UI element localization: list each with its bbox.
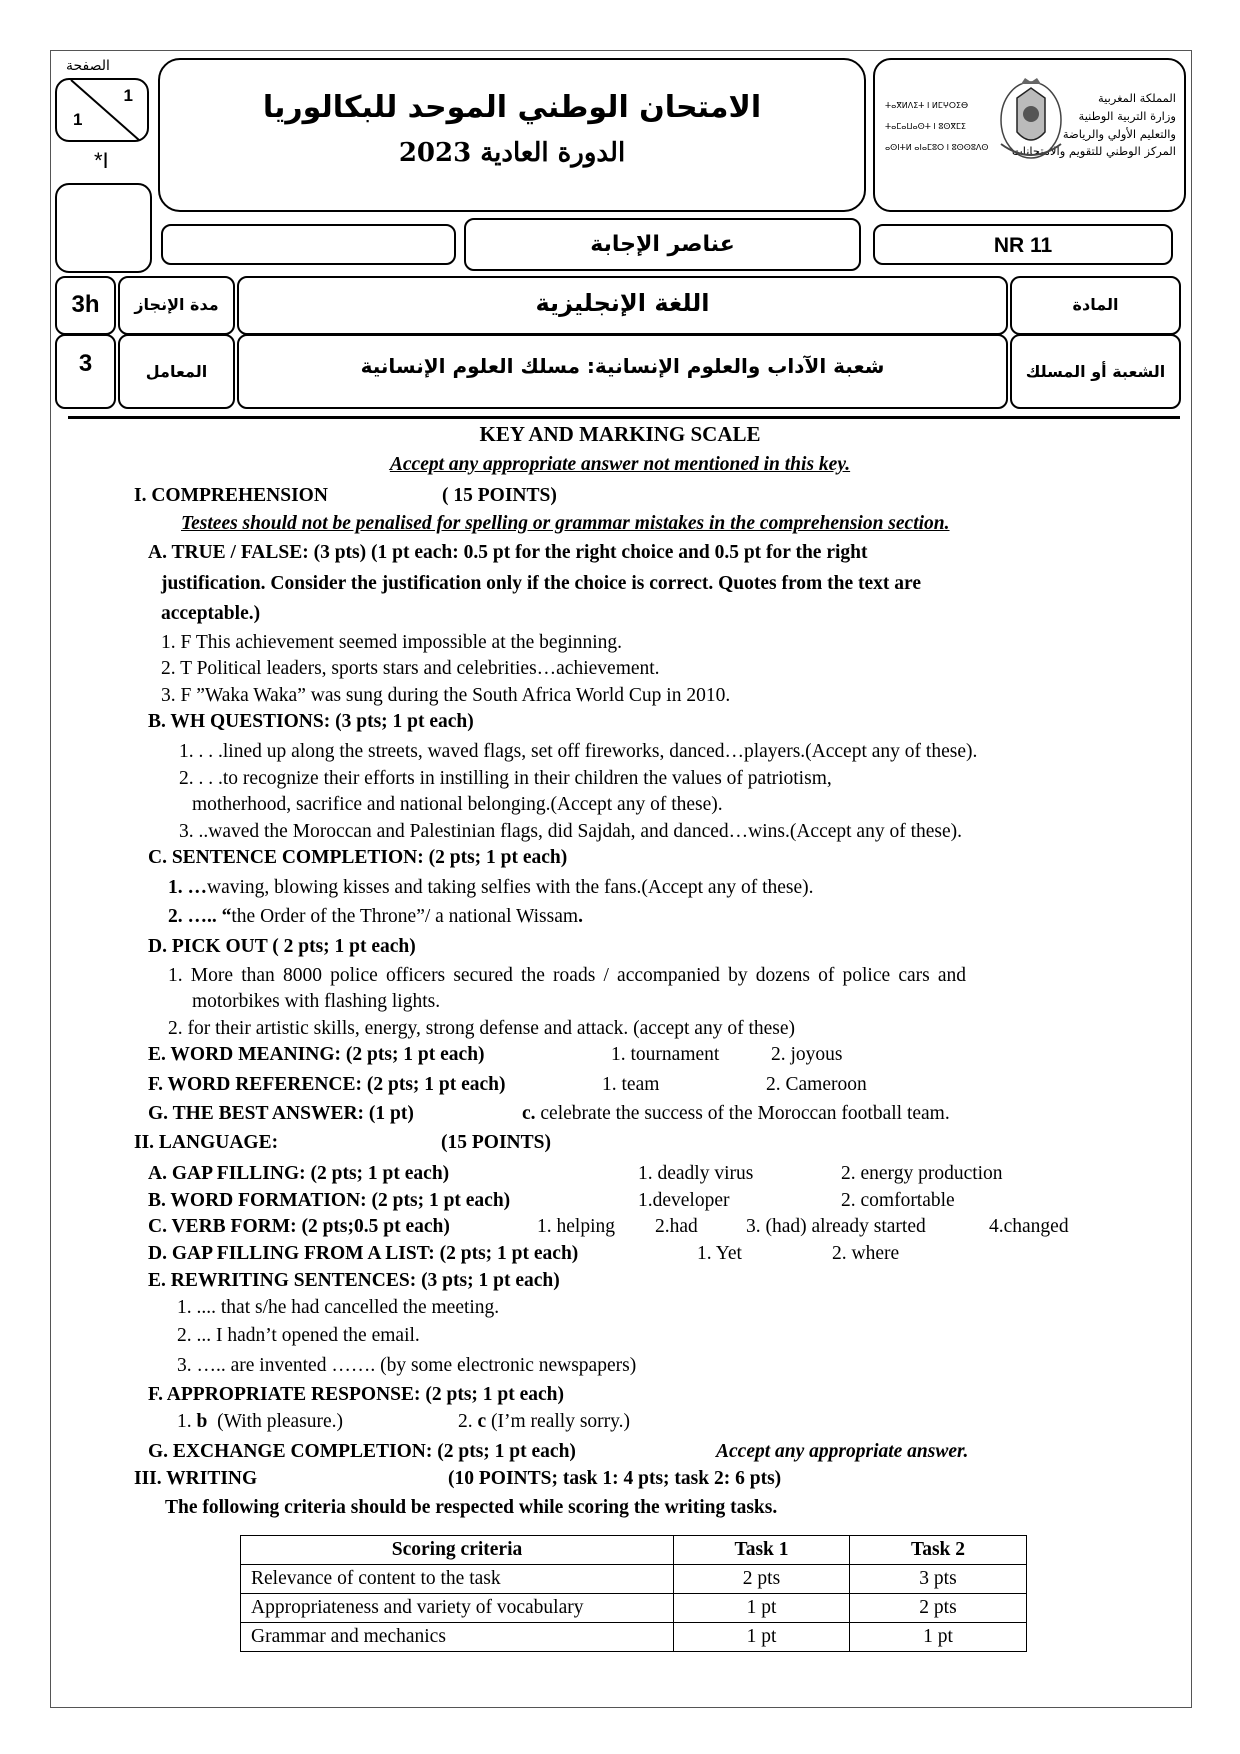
criteria-cell: Grammar and mechanics — [241, 1623, 674, 1652]
exam-title-box — [158, 58, 866, 212]
wh-answer-2a: 2. . . .to recognize their efforts in instilling in their children the values of patriotism, — [179, 768, 832, 789]
pick-out-answer-2: 2. for their artistic skills, energy, strong defense and attack. (accept any of these) — [168, 1018, 796, 1039]
exchange-completion-note: Accept any appropriate answer. — [716, 1441, 969, 1462]
answer-elements-box — [464, 218, 861, 271]
coefficient-value-box — [55, 334, 116, 409]
ar2-text: (I’m really sorry.) — [491, 1411, 630, 1432]
ministry-box — [873, 58, 1186, 212]
verb-form-answer-2: 2.had — [655, 1216, 698, 1237]
page-total: 1 — [73, 110, 83, 129]
criteria-cell: Relevance of content to the task — [241, 1565, 674, 1594]
stream-name: شعبة الآداب والعلوم الإنسانية: مسلك العلوم الإنسانية — [360, 354, 885, 378]
wh-answer-2b: motherhood, sacrifice and national belonging.(Accept any of these). — [192, 794, 723, 815]
blank-box — [55, 183, 152, 273]
exam-code: NR 11 — [993, 234, 1053, 257]
rewriting-title: E. REWRITING SENTENCES: (3 pts; 1 pt each) — [148, 1270, 560, 1291]
appropriate-response-answer-2 — [458, 1410, 630, 1433]
sc2-text: the Order of the Throne”/ a national Wissam — [231, 906, 579, 927]
exam-title: الامتحان الوطني الموحد للبكالوريا — [262, 90, 762, 125]
table-row — [241, 1623, 1027, 1652]
task1-cell: 1 pt — [674, 1623, 850, 1652]
table-header-task2: Task 2 — [850, 1536, 1027, 1565]
gap-filling-answer-1: 1. deadly virus — [638, 1163, 754, 1184]
best-answer-title: G. THE BEST ANSWER: (1 pt) — [148, 1103, 414, 1124]
word-reference-answer-1: 1. team — [602, 1074, 660, 1095]
exam-session: الدورة العادية 2023 — [398, 138, 626, 168]
appropriate-response-title: F. APPROPRIATE RESPONSE: (2 pts; 1 pt each) — [148, 1384, 565, 1405]
best-answer-letter: c. — [522, 1103, 536, 1124]
section-2-title: II. LANGUAGE: — [134, 1132, 279, 1153]
pick-out-title: D. PICK OUT ( 2 pts; 1 pt each) — [148, 936, 416, 957]
duration-label-box — [118, 276, 235, 335]
header-rule — [68, 416, 1180, 419]
true-false-answer-2: 2. T Political leaders, sports stars and celebrities…achievement. — [161, 658, 660, 679]
subject-label-box — [1010, 276, 1181, 335]
ministry-line-1: المملكة المغربية — [1097, 91, 1176, 105]
section-2-points: (15 POINTS) — [441, 1132, 551, 1153]
star-mark: *I — [94, 148, 109, 173]
subject-name: اللغة الإنجليزية — [535, 289, 710, 317]
sc2-num: 2. ….. “ — [168, 906, 232, 927]
pick-out-answer-1b: motorbikes with flashing lights. — [192, 991, 441, 1012]
gap-filling-list-answer-1: 1. Yet — [697, 1243, 742, 1264]
duration-label: مدة الإنجاز — [134, 295, 219, 314]
subject-box — [237, 276, 1008, 335]
sentence-completion-title: C. SENTENCE COMPLETION: (2 pts; 1 pt each) — [148, 847, 568, 868]
stream-box — [237, 334, 1008, 409]
pick-out-answer-1a: 1. More than 8000 police officers secured the roads / accompanied by dozens of police cars and — [168, 965, 967, 986]
coat-of-arms-icon — [995, 74, 1067, 162]
ar1-letter: b — [196, 1411, 208, 1432]
gap-filling-list-answer-2: 2. where — [832, 1243, 900, 1264]
wh-answer-1: 1. . . .lined up along the streets, waved flags, set off fireworks, danced…players.(Accept any of these). — [179, 741, 978, 762]
appropriate-response-answer-1 — [177, 1410, 343, 1433]
verb-form-title: C. VERB FORM: (2 pts;0.5 pt each) — [148, 1216, 450, 1237]
best-answer — [522, 1102, 950, 1125]
section-1-points: ( 15 POINTS) — [442, 485, 557, 506]
true-false-header-2: justification. Consider the justification only if the choice is correct. Quotes from the text are — [161, 573, 922, 594]
true-false-answer-3: 3. F ”Waka Waka” was sung during the South Africa World Cup in 2010. — [161, 685, 731, 706]
word-meaning-title: E. WORD MEANING: (2 pts; 1 pt each) — [148, 1044, 485, 1065]
ministry-line-3: والتعليم الأولي والرياضة — [1062, 126, 1176, 141]
verb-form-answer-3: 3. (had) already started — [746, 1216, 926, 1237]
section-1-title: I. COMPREHENSION — [134, 485, 328, 506]
coefficient-label-box — [118, 334, 235, 409]
wh-answer-3: 3. ..waved the Moroccan and Palestinian flags, did Sajdah, and danced…wins.(Accept any of these). — [179, 821, 963, 842]
key-title: KEY AND MARKING SCALE — [479, 422, 761, 446]
table-row — [241, 1594, 1027, 1623]
task2-cell: 2 pts — [850, 1594, 1027, 1623]
scoring-criteria-table — [240, 1535, 1027, 1652]
rewriting-answer-2: 2. ... I hadn’t opened the email. — [177, 1325, 420, 1346]
subject-label: المادة — [1072, 295, 1119, 314]
key-note: Accept any appropriate answer not mentioned in this key. — [389, 454, 851, 475]
exchange-completion-title: G. EXCHANGE COMPLETION: (2 pts; 1 pt each) — [148, 1441, 576, 1462]
tifinagh-line-2: ⵜⴰⵎⴰⵡⴰⵙⵜ ⵏ ⵓⵙⴳⵎⵉ — [885, 121, 966, 131]
section-3-title: III. WRITING — [134, 1468, 258, 1489]
sc1-num: 1. … — [168, 877, 207, 898]
true-false-answer-1: 1. F This achievement seemed impossible at the beginning. — [161, 632, 623, 653]
section-1-note: Testees should not be penalised for spelling or grammar mistakes in the comprehension section. — [181, 513, 950, 534]
diagonal-divider — [57, 80, 147, 140]
ar1-text: (With pleasure.) — [217, 1411, 344, 1432]
sc1-text: waving, blowing kisses and taking selfies with the fans.(Accept any of these). — [207, 877, 814, 898]
ministry-line-4: المركز الوطني للتقويم والامتحانات — [1011, 144, 1176, 159]
best-answer-text: celebrate the success of the Moroccan football team. — [540, 1103, 950, 1124]
verb-form-answer-1: 1. helping — [537, 1216, 615, 1237]
sentence-completion-answer-1 — [168, 876, 814, 899]
criteria-cell: Appropriateness and variety of vocabulary — [241, 1594, 674, 1623]
coefficient-value: 3 — [78, 350, 93, 377]
word-meaning-answer-2: 2. joyous — [771, 1044, 843, 1065]
word-reference-answer-2: 2. Cameroon — [766, 1074, 867, 1095]
table-header-row — [241, 1536, 1027, 1565]
duration-value: 3h — [71, 291, 100, 318]
empty-field-box — [161, 224, 456, 265]
task2-cell: 3 pts — [850, 1565, 1027, 1594]
word-formation-title: B. WORD FORMATION: (2 pts; 1 pt each) — [148, 1190, 511, 1211]
sentence-completion-answer-2 — [168, 905, 583, 928]
ar2-letter: c — [477, 1411, 487, 1432]
word-reference-title: F. WORD REFERENCE: (2 pts; 1 pt each) — [148, 1074, 506, 1095]
table-header-criteria: Scoring criteria — [241, 1536, 674, 1565]
table-row — [241, 1565, 1027, 1594]
verb-form-answer-4: 4.changed — [989, 1216, 1069, 1237]
page-number-box — [55, 78, 149, 142]
true-false-header-3: acceptable.) — [161, 603, 261, 624]
page-label: الصفحة — [66, 58, 110, 74]
word-formation-answer-2: 2. comfortable — [841, 1190, 955, 1211]
ministry-name-tifinagh — [885, 96, 988, 158]
word-meaning-answer-1: 1. tournament — [611, 1044, 720, 1065]
page-current: 1 — [123, 86, 133, 105]
sc2-end: . — [578, 906, 583, 927]
task1-cell: 2 pts — [674, 1565, 850, 1594]
answer-elements-label: عناصر الإجابة — [590, 232, 735, 257]
ar1-num: 1. — [177, 1411, 192, 1432]
wh-questions-title: B. WH QUESTIONS: (3 pts; 1 pt each) — [148, 711, 474, 732]
gap-filling-list-title: D. GAP FILLING FROM A LIST: (2 pts; 1 pt each) — [148, 1243, 579, 1264]
tifinagh-line-1: ⵜⴰⴳⵍⴷⵉⵜ ⵏ ⵍⵎⵖⵔⵉⴱ — [885, 101, 969, 110]
word-formation-answer-1: 1.developer — [638, 1190, 730, 1211]
coefficient-label: المعامل — [145, 362, 208, 381]
duration-value-box — [55, 276, 116, 335]
section-3-points: (10 POINTS; task 1: 4 pts; task 2: 6 pts) — [448, 1468, 782, 1489]
rewriting-answer-3: 3. ….. are invented ……. (by some electronic newspapers) — [177, 1355, 637, 1376]
ar2-num: 2. — [458, 1411, 473, 1432]
gap-filling-answer-2: 2. energy production — [841, 1163, 1003, 1184]
ministry-line-2: وزارة التربية الوطنية — [1078, 108, 1176, 123]
task1-cell: 1 pt — [674, 1594, 850, 1623]
gap-filling-title: A. GAP FILLING: (2 pts; 1 pt each) — [148, 1163, 450, 1184]
exam-code-box — [873, 224, 1173, 265]
rewriting-answer-1: 1. .... that s/he had cancelled the meeting. — [177, 1297, 500, 1318]
task2-cell: 1 pt — [850, 1623, 1027, 1652]
stream-label-box — [1010, 334, 1181, 409]
table-header-task1: Task 1 — [674, 1536, 850, 1565]
stream-label: الشعبة أو المسلك — [1025, 362, 1166, 381]
section-3-note: The following criteria should be respected while scoring the writing tasks. — [165, 1497, 778, 1518]
tifinagh-line-3: ⴰⵙⵏⵜⵍ ⴰⵏⴰⵎⵓⵔ ⵏ ⵓⵙⵙⵓⴷⵙ — [885, 142, 989, 152]
true-false-header-1: A. TRUE / FALSE: (3 pts) (1 pt each: 0.5 pt for the right choice and 0.5 pt for the right — [148, 542, 868, 563]
